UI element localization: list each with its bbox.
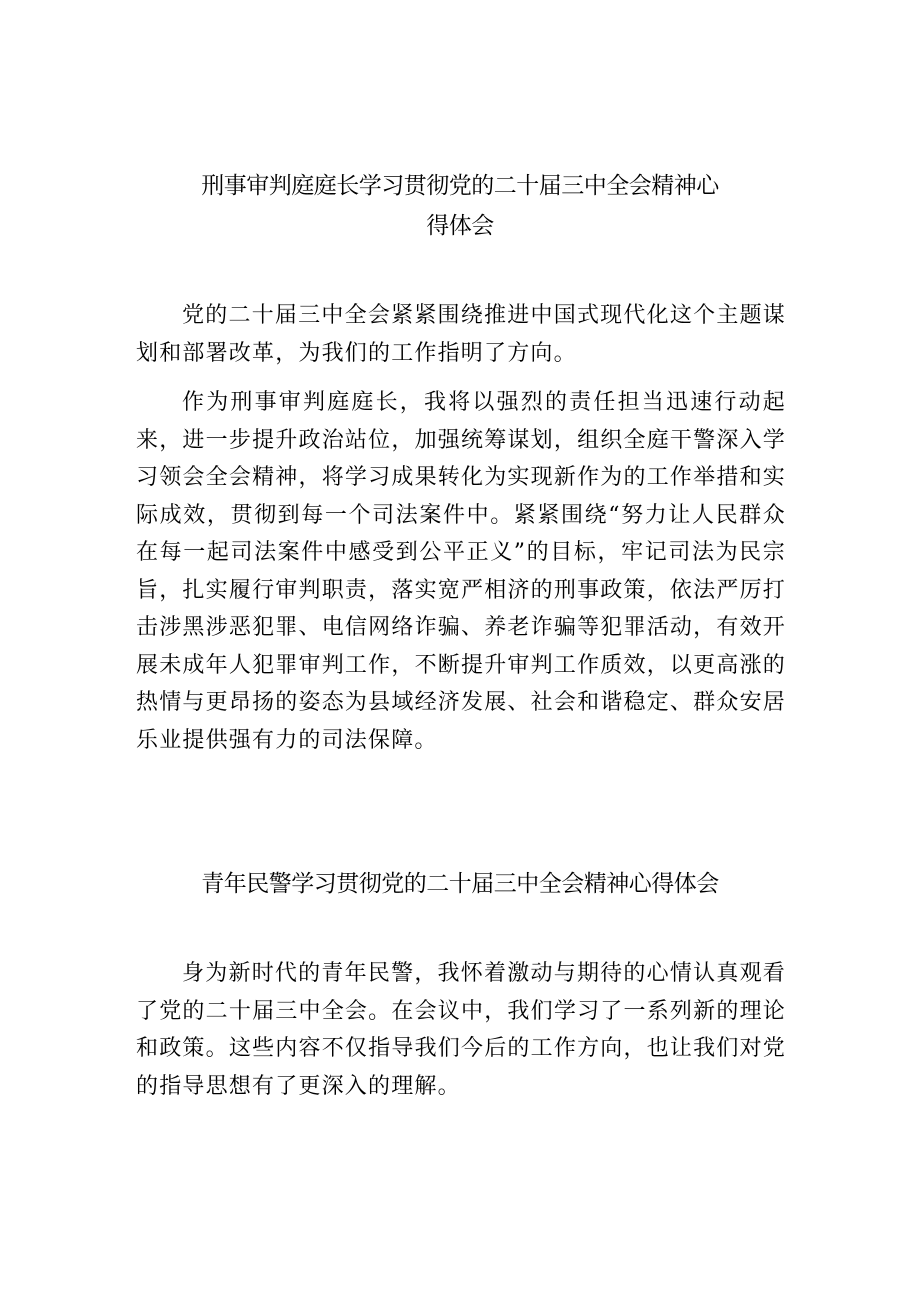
- section1-title-line1: 刑事审判庭庭长学习贯彻党的二十届三中全会精神心: [201, 173, 719, 199]
- section1-title-line2: 得体会: [426, 213, 494, 239]
- section1-paragraph-1: 党的二十届三中全会紧紧围绕推进中国式现代化这个主题谋划和部署改革，为我们的工作指明了方向。: [136, 303, 786, 366]
- section1-paragraph-2: 作为刑事审判庭庭长，我将以强烈的责任担当迅速行动起来，进一步提升政治站位，加强统筹谋划，组织全庭干警深入学习领会全会精神，将学习成果转化为实现新作为的工作举措和实际成效，贯彻到每一个司法案件中。紧紧围绕“努力让人民群众在每一起司法案件中感受到公平正义”的目标，牢记司法为民宗旨，扎实履行审判职责，落实宽严相济的刑事政策，依法严厉打击涉黑涉恶犯罪、电信网络诈骗、养老诈骗等犯罪活动，有效开展未成年人犯罪审判工作，不断提升审判工作质效，以更高涨的热情与更昂扬的姿态为县域经济发展、社会和谐稳定、群众安居乐业提供强有力的司法保障。: [136, 390, 786, 753]
- section1-title: [130, 166, 790, 246]
- section2-paragraph-1: 身为新时代的青年民警，我怀着激动与期待的心情认真观看了党的二十届三中全会。在会议中，我们学习了一系列新的理论和政策。这些内容不仅指导我们今后的工作方向，也让我们对党的指导思想有了更深入的理解。: [136, 961, 786, 1099]
- section2-title: 青年民警学习贯彻党的二十届三中全会精神心得体会: [201, 871, 719, 897]
